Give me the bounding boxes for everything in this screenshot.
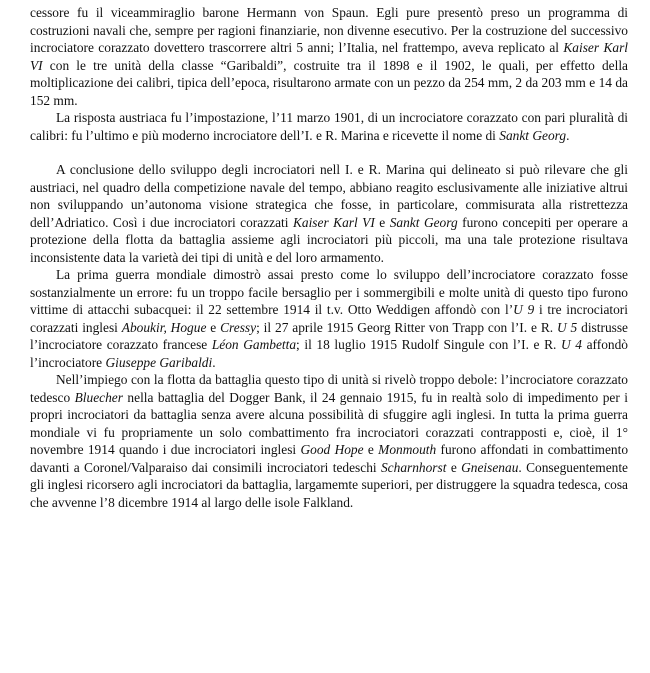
italic-ship-name: U 9 xyxy=(513,302,535,317)
text-run: e xyxy=(446,459,462,475)
text-run: . Conseguentemente gli inglesi ricorsero agli incrociatori da battaglia, largamemte superiori, per distruggere la squadra tedesca, cosa che avvenne l’8 dicembre 1914 al largo delle isole Falkland. xyxy=(30,459,628,510)
italic-ship-name: Sankt Georg xyxy=(389,214,458,230)
italic-ship-name: Kaiser Karl VI xyxy=(292,214,375,230)
italic-ship-name: Cressy xyxy=(220,319,257,335)
italic-ship-name: Gneisenau xyxy=(461,459,519,475)
italic-ship-name: Good Hope xyxy=(300,442,364,457)
italic-ship-name: U 4 xyxy=(561,337,582,352)
italic-ship-name: Kaiser Karl VI xyxy=(30,40,628,73)
italic-ship-name: Scharnhorst xyxy=(380,459,447,475)
text-run: Nell’impiego con la flotta da battaglia questo tipo di unità si rivelò troppo debole: l’incrociatore corazzato tedesco xyxy=(30,372,628,405)
paragraph xyxy=(30,4,628,109)
text-run: . xyxy=(566,127,570,143)
text-run: affondò l’incrociatore xyxy=(30,337,628,370)
text-run: furono affondati in combattimento davanti a Coronel/Valparaiso dai consimili incrociatori tedeschi xyxy=(30,442,629,475)
paragraph xyxy=(30,109,628,144)
paragraph xyxy=(30,266,628,371)
text-run: . xyxy=(212,354,216,370)
text-run: nella battaglia del Dogger Bank, il 24 gennaio 1915, fu in realtà solo di impedimento per i propri incrociatori da battaglia senza avere alcuna possibilità di sfuggire agli inglesi. In tutta la prima guerra mondiale vi fu propriamente un solo combattimento fra incrociatori corazzati contrapposti e, cioè, il 1° novembre 1914 quando i due incrociatori inglesi xyxy=(30,389,628,457)
text-run: i tre incrociatori corazzati inglesi xyxy=(30,302,628,335)
italic-ship-name: Sankt Georg xyxy=(499,127,567,143)
text-run: La prima guerra mondiale dimostrò assai presto come lo sviluppo dell’incrociatore corazzato fosse sostanzialmente un errore: fu un troppo facile bersaglio per i sommergibili e molte unità di questo tipo furono vittime di attacchi subacquei: il 22 settembre 1914 il t.v. Otto Weddigen affondò con l’ xyxy=(30,267,628,317)
text-run: A conclusione dello sviluppo degli incrociatori nell I. e R. Marina qui delineato si può rilevare che gli austriaci, nel quadro della competizione navale del tempo, abbiano reagito esclusivamente alle iniziative altrui non sviluppando un’autonoma visione strategica che fosse, in particolare, commisurata alla ristrettezza dell’Adriatico. Così i due incrociatori corazzati xyxy=(30,162,628,230)
italic-ship-name: U 5 xyxy=(557,319,578,335)
text-run: distrusse l’incrociatore corazzato francese xyxy=(30,319,629,352)
text-run: e xyxy=(363,442,379,457)
italic-ship-name: Monmouth xyxy=(378,442,437,457)
text-run: con le tre unità della classe “Garibaldi”, costruite tra il 1898 e il 1902, le quali, per effetto della moltiplicazione dei calibri, tipica dell’epoca, risultarono armate con un pezzo da 254 mm, 2 da 203 mm e 14 da 152 mm. xyxy=(30,57,628,108)
paragraph xyxy=(30,161,628,266)
text-run: e xyxy=(206,319,221,335)
text-run: ; il 27 aprile 1915 Georg Ritter von Trapp con l’I. e R. xyxy=(256,319,557,335)
italic-ship-name: Léon Gambetta xyxy=(211,337,297,352)
text-body xyxy=(30,4,628,511)
text-run: cessore fu il viceammiraglio barone Hermann von Spaun. Egli pure presentò preso un programma di costruzioni navali che, sempre per ragioni finanziarie, non divenne esecutivo. Per la costruzione del successivo incrociatore corazzato dovettero trascorrere altri 5 anni; l’Italia, nel frattempo, aveva replicato al xyxy=(30,5,628,55)
italic-ship-name: Aboukir, Hogue xyxy=(121,319,207,335)
text-run: furono concepiti per operare a protezione della flotta da battaglia assieme agli incrociatori più piccoli, ma una tale protezione risultava inconsistente data la varietà dei tipi di unità e del loro armamento. xyxy=(30,214,629,265)
italic-ship-name: Giuseppe Garibaldi xyxy=(105,354,213,370)
text-run: La risposta austriaca fu l’impostazione, l’11 marzo 1901, di un incrociatore corazzato con pari pluralità di calibri: fu l’ultimo e più moderno incrociatore dell’I. e R. Marina e ricevette il nome di xyxy=(30,110,628,143)
italic-ship-name: Bluecher xyxy=(74,389,123,405)
text-run: ; il 18 luglio 1915 Rudolf Singule con l’I. e R. xyxy=(296,337,561,352)
paragraph xyxy=(30,371,628,511)
paragraph-gap xyxy=(30,144,628,161)
text-run: e xyxy=(374,214,390,230)
